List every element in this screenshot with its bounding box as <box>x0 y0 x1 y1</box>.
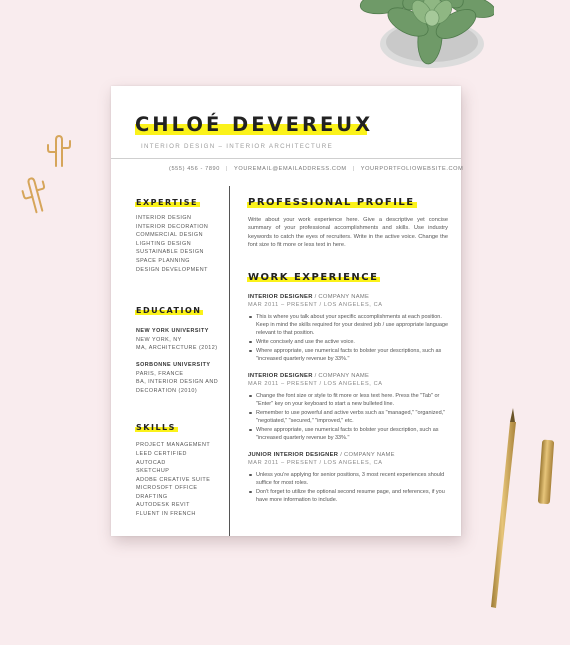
education-place: NEW YORK, NY <box>136 336 182 343</box>
expertise-item: LIGHTING DESIGN <box>136 240 192 247</box>
job-company: / COMPANY NAME <box>314 372 370 379</box>
job-title-line <box>248 451 448 460</box>
skill-item: DRAFTING <box>136 493 168 500</box>
skills-list <box>136 441 226 518</box>
contact-email: YOUREMAIL@EMAILADDRESS.COM <box>234 166 347 172</box>
resume-main <box>248 192 448 513</box>
job-date: MAR 2011 – PRESENT / LOS ANGELES, CA <box>248 460 383 467</box>
expertise-item: INTERIOR DESIGN <box>136 215 192 221</box>
profile-heading: PROFESSIONAL PROFILE <box>248 197 415 208</box>
header-divider <box>111 158 461 159</box>
education-degree: BA, INTERIOR DESIGN AND <box>136 379 219 386</box>
job-bullets <box>248 392 448 442</box>
skill-item: PROJECT MANAGEMENT <box>136 442 211 449</box>
job-bullets <box>248 471 448 504</box>
job-bullet: Write concisely and use the active voice. <box>248 338 448 346</box>
job-title: JUNIOR INTERIOR DESIGNER <box>248 451 339 458</box>
contact-separator: | <box>225 166 229 172</box>
expertise-item: SPACE PLANNING <box>136 257 190 264</box>
job-bullet: Change the font size or style to fit more or less text here. Press the "Tab" or "Enter" key on your keyboard to start a new bulleted line. <box>248 392 448 408</box>
column-divider <box>229 186 230 536</box>
education-item <box>136 327 226 353</box>
expertise-section <box>136 192 226 274</box>
job-bullet: Unless you're applying for senior positions, 3 most recent experiences should suffice for most roles. <box>248 471 448 487</box>
job-date: MAR 2011 – PRESENT / LOS ANGELES, CA <box>248 381 383 388</box>
contact-website: YOURPORTFOLIOWEBSITE.COM <box>360 166 464 172</box>
expertise-item: SUSTAINABLE DESIGN <box>136 249 204 256</box>
cactus-paper-clip-icon <box>20 176 50 214</box>
pen-cap-icon <box>536 438 558 506</box>
skills-heading: SKILLS <box>136 423 176 433</box>
expertise-heading: EXPERTISE <box>136 198 198 207</box>
expertise-item: COMMERCIAL DESIGN <box>136 232 204 239</box>
education-section <box>136 300 226 395</box>
skill-item: LEED CERTIFIED <box>136 450 187 457</box>
job-title-line <box>248 293 448 302</box>
job-bullets <box>248 313 448 363</box>
gold-pen-icon <box>488 408 524 613</box>
job-company: / COMPANY NAME <box>314 293 370 300</box>
resume-header <box>111 86 461 158</box>
resume-sidebar <box>136 192 226 545</box>
job-company: / COMPANY NAME <box>340 451 395 458</box>
job-bullet: Remember to use powerful and active verbs such as "managed," "organized," "negotiated," "secured," "improved," etc. <box>248 409 448 425</box>
expertise-list <box>136 214 226 274</box>
skills-section <box>136 417 226 518</box>
education-degree: DECORATION (2010) <box>136 387 198 394</box>
job-date: MAR 2011 – PRESENT / LOS ANGELES, CA <box>248 302 383 309</box>
skill-item: ADOBE CREATIVE SUITE <box>136 476 211 483</box>
contact-separator: | <box>352 166 355 172</box>
contact-phone: (555) 456 - 7890 <box>169 166 220 172</box>
skill-item: AUTODESK REVIT <box>136 502 190 509</box>
skill-item: AUTOCAD <box>136 459 166 466</box>
profile-text: Write about your work experience here. Give a descriptive yet concise summary of your professional accomplishments and skills. Use industry keywords to catch the eyes of recruiters. Write in the active voice. Change the font size to fit more or less text in here. <box>248 217 448 249</box>
job-entry <box>248 451 448 504</box>
education-item <box>136 361 226 395</box>
education-degree: MA, ARCHITECTURE (2012) <box>136 345 218 352</box>
expertise-item: INTERIOR DECORATION <box>136 223 209 230</box>
expertise-item: DESIGN DEVELOPMENT <box>136 266 208 273</box>
education-school: NEW YORK UNIVERSITY <box>136 328 209 335</box>
job-title-line <box>248 372 448 381</box>
education-heading: EDUCATION <box>136 306 202 316</box>
job-bullet: Where appropriate, use numerical facts to bolster your description, such as "increased quarterly revenue by 33%." <box>248 426 448 442</box>
job-bullet: This is where you talk about your specific accomplishments at each position. Keep in mind the skills required for your desired job / use appropriate language relevant to that position. <box>248 313 448 337</box>
succulent-plant-icon <box>352 0 494 82</box>
education-place: PARIS, FRANCE <box>136 370 184 377</box>
resume-name: CHLOÉ DEVEREUX <box>135 113 374 136</box>
resume-page <box>111 86 464 536</box>
job-entry <box>248 293 448 363</box>
resume-tagline: INTERIOR DESIGN – INTERIOR ARCHITECTURE <box>141 143 333 150</box>
contact-line <box>169 166 464 172</box>
cactus-paper-clip-icon <box>44 134 74 168</box>
skill-item: FLUENT IN FRENCH <box>136 511 196 518</box>
skill-item: SKETCHUP <box>136 468 170 475</box>
job-title: INTERIOR DESIGNER <box>248 372 313 379</box>
education-list <box>136 327 226 395</box>
skill-item: MICROSOFT OFFICE <box>136 485 198 492</box>
education-school: SORBONNE UNIVERSITY <box>136 361 211 368</box>
job-bullet: Don't forget to utilize the optional second resume page, and references, if you have more information to include. <box>248 488 448 504</box>
experience-heading: WORK EXPERIENCE <box>248 271 379 283</box>
job-entry <box>248 372 448 442</box>
job-title: INTERIOR DESIGNER <box>248 293 313 300</box>
job-bullet: Where appropriate, use numerical facts to bolster your descriptions, such as "increased quarterly revenue by 33%." <box>248 347 448 363</box>
